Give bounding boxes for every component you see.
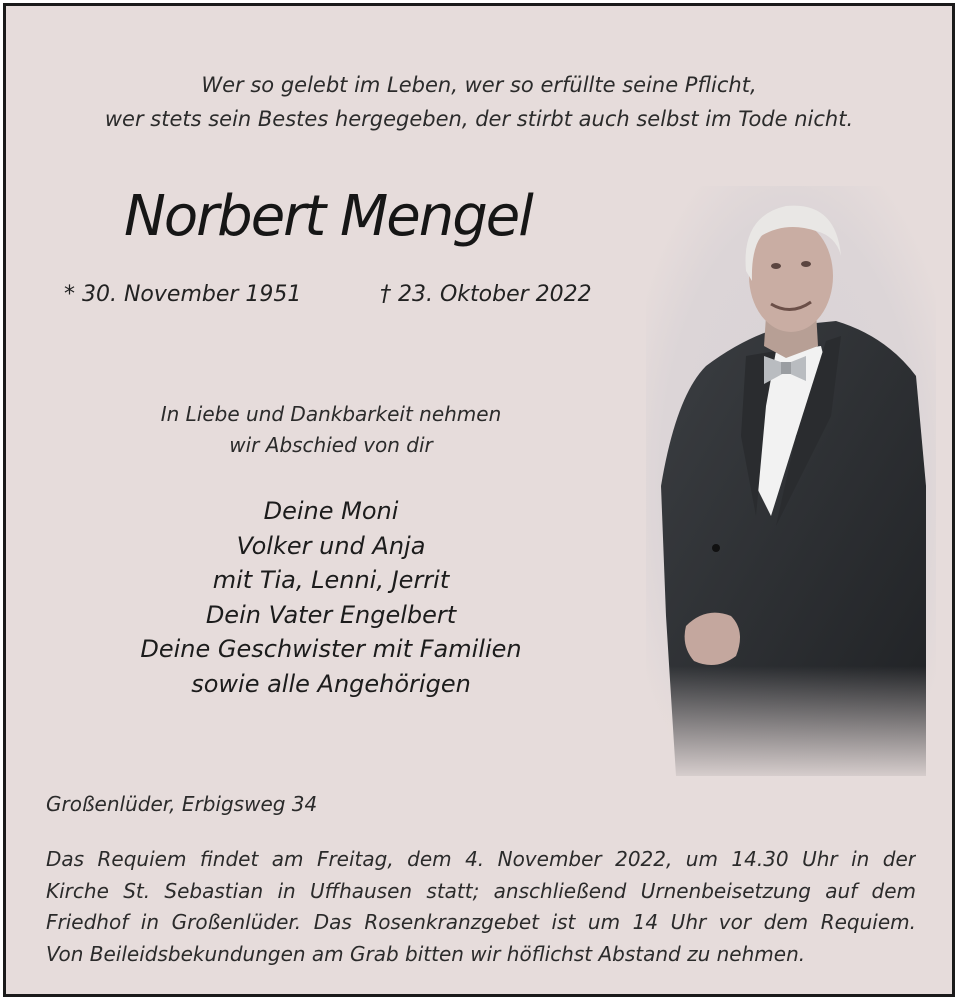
motto-line-2: wer stets sein Bestes hergegeben, der stirbt auch selbst im Tode nicht. [104, 107, 854, 131]
motto-verse [6, 68, 952, 136]
deceased-name: Norbert Mengel [124, 184, 532, 249]
mourner-line: Deine Moni [263, 497, 399, 525]
mourner-line: Deine Geschwister mit Familien [140, 635, 522, 664]
farewell-text [6, 399, 656, 461]
service-details [46, 844, 916, 970]
motto-line-1: Wer so gelebt im Leben, wer so erfüllte seine Pflicht, [201, 73, 757, 97]
details-line: Kirche St. Sebastian in Uffhausen statt; anschließend Urnenbeisetzung auf dem [46, 878, 916, 903]
details-line: Friedhof in Großenlüder. Das Rosenkranzgebet ist um 14 Uhr vor dem Requiem. [46, 910, 916, 934]
family-address: Großenlüder, Erbigsweg 34 [46, 792, 318, 816]
portrait-photo [646, 186, 936, 786]
farewell-line-1: In Liebe und Dankbarkeit nehmen [160, 402, 502, 426]
farewell-line-2: wir Abschied von dir [229, 433, 433, 457]
details-line: Das Requiem findet am Freitag, dem 4. November 2022, um 14.30 Uhr in der [46, 847, 916, 871]
obituary-notice [3, 3, 955, 997]
death-date: † 23. Oktober 2022 [380, 282, 592, 307]
mourner-line: Volker und Anja [236, 531, 426, 560]
mourner-line: sowie alle Angehörigen [191, 669, 471, 698]
mourner-line: mit Tia, Lenni, Jerrit [212, 566, 450, 595]
mourner-line: Dein Vater Engelbert [205, 600, 457, 629]
mourners-list [6, 494, 656, 702]
birth-date: * 30. November 1951 [64, 282, 302, 307]
details-line: Von Beileidsbekundungen am Grab bitten wir höflichst Abstand zu nehmen. [46, 941, 806, 966]
